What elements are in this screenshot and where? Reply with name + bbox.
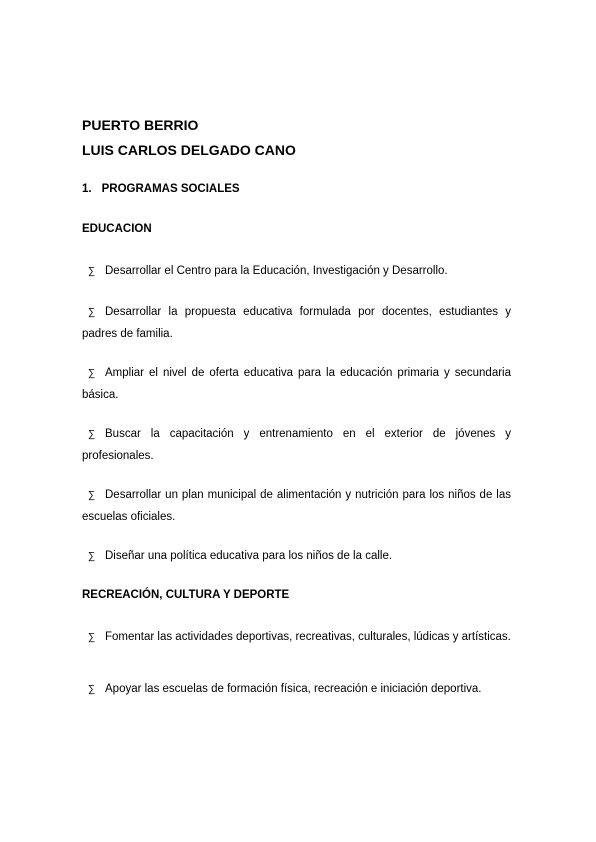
list-item xyxy=(82,261,511,283)
bullet-icon: ∑ xyxy=(88,490,96,501)
list-item-text: Buscar la capacitación y entrenamiento en el exterior de jóvenes y profesionales. xyxy=(82,428,511,462)
list-item-text: Diseñar una política educativa para los niños de la calle. xyxy=(105,550,393,562)
bullet-icon: ∑ xyxy=(88,266,96,277)
list-item-text: Desarrollar el Centro para la Educación, Investigación y Desarrollo. xyxy=(105,265,448,277)
list-item-text: Apoyar las escuelas de formación física, recreación e iniciación deportiva. xyxy=(105,683,482,695)
list-item-text: Ampliar el nivel de oferta educativa para la educación primaria y secundaria básica. xyxy=(82,367,511,401)
subheading-recreacion: RECREACIÓN, CULTURA Y DEPORTE xyxy=(82,589,290,601)
list-item-text: Fomentar las actividades deportivas, recreativas, culturales, lúdicas y artísticas. xyxy=(105,631,511,643)
list-item-text: Desarrollar un plan municipal de alimentación y nutrición para los niños de las escuelas oficiales. xyxy=(82,489,511,523)
list-item xyxy=(82,546,511,568)
bullet-icon: ∑ xyxy=(88,632,96,643)
bullet-icon: ∑ xyxy=(88,307,96,318)
header-location: PUERTO BERRIO xyxy=(82,117,199,133)
list-item xyxy=(82,679,511,701)
list-item xyxy=(82,363,511,405)
list-item xyxy=(82,302,511,344)
section-title: PROGRAMAS SOCIALES xyxy=(101,183,240,195)
bullet-icon: ∑ xyxy=(88,684,96,695)
section-number: 1. xyxy=(82,183,92,195)
subheading-educacion: EDUCACION xyxy=(82,223,152,235)
bullet-icon: ∑ xyxy=(88,551,96,562)
list-item xyxy=(82,627,511,649)
header-author: LUIS CARLOS DELGADO CANO xyxy=(82,142,296,158)
bullet-icon: ∑ xyxy=(88,429,96,440)
list-item xyxy=(82,424,511,466)
list-item xyxy=(82,485,511,527)
bullet-icon: ∑ xyxy=(88,368,96,379)
list-item-text: Desarrollar la propuesta educativa formulada por docentes, estudiantes y padres de familia. xyxy=(82,306,511,340)
section-heading xyxy=(82,183,240,195)
